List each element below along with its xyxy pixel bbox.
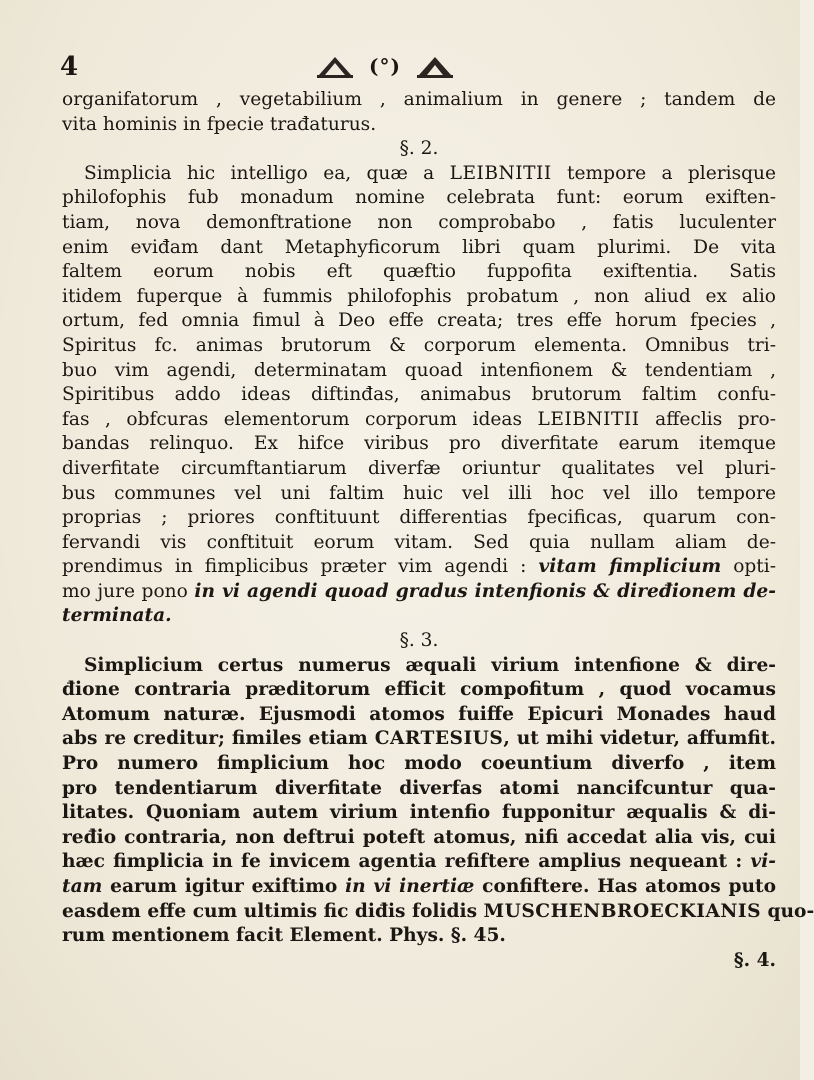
text-line: Atomum naturæ. Ejusmodi atomos fuiffe Epicuri Monades haud bbox=[62, 703, 776, 725]
text-line: diverfitate circumftantiarum diverfæ oriuntur qualitates vel pluri- bbox=[62, 457, 776, 479]
text-line: Pro numero fimplicium hoc modo coeuntium diverfo , item bbox=[62, 753, 776, 775]
text-line: organifatorum , vegetabilium , animalium in genere ; tandem de bbox=[62, 89, 776, 110]
page-header bbox=[60, 50, 760, 84]
catchword: §. 4. bbox=[733, 949, 776, 971]
text-line: đione contraria præditorum efficit compofitum , quod vocamus bbox=[62, 679, 776, 701]
text-line: pro tendentiarum diverfitate diverfas atomi nancifcuntur qua- bbox=[62, 777, 776, 799]
text-line: litates. Quoniam autem virium intenfio fupponitur æqualis & di- bbox=[62, 802, 776, 824]
text-line: ređio contraria, non deftrui poteft atomus, nifi accedat alia vis, cui bbox=[62, 826, 776, 848]
text-line: fas , obfcuras elementorum corporum ideas LEIBNITII affeclis pro- bbox=[62, 408, 776, 430]
fleuron-left-icon bbox=[315, 53, 355, 79]
text-line: itidem fuperque à fummis philofophis probatum , non aliud ex alio bbox=[62, 285, 776, 307]
page-number: 4 bbox=[60, 52, 79, 82]
text-line: tam earum igitur exiftimo in vi inertiæ confiftere. Has atomos puto bbox=[62, 876, 776, 897]
text-line: easdem effe cum ultimis fic diđis folidis MUSCHENBROECKIANIS quo- bbox=[62, 900, 814, 922]
text-line: hæc fimplicia in fe invicem agentia refiftere amplius nequeant : vi- bbox=[62, 851, 776, 873]
text-line: buo vim agendi, determinatam quoad intenfionem & tendentiam , bbox=[62, 359, 776, 381]
section-heading: §. 3. bbox=[399, 630, 439, 652]
text-line: abs re creditur; fimiles etiam CARTESIUS, ut mihi videtur, affumfit. bbox=[62, 728, 776, 750]
text-line: Spiritibus addo ideas diftinđas, animabus brutorum faltim confu- bbox=[62, 384, 776, 406]
text-line: vita hominis in fpecie trađaturus. bbox=[62, 113, 377, 135]
text-line: rum mentionem facit Element. Phys. §. 45. bbox=[62, 925, 506, 947]
fleuron-right-icon bbox=[415, 53, 455, 79]
text-line: fervandi vis conftituit eorum vitam. Sed quia nullam aliam de- bbox=[62, 531, 776, 553]
text-line: prendimus in fimplicibus præter vim agendi : vitam fimplicium opti- bbox=[62, 556, 777, 578]
text-line: Simplicium certus numerus æquali virium intenfione & dire- bbox=[84, 654, 776, 676]
text-line: mo jure pono in vi agendi quoad gradus intenfionis & diređionem de- bbox=[62, 580, 776, 602]
section-heading: §. 2. bbox=[399, 138, 439, 160]
text-line: Spiritus fc. animas brutorum & corporum elementa. Omnibus tri- bbox=[62, 334, 776, 356]
text-line: bus communes vel uni faltim huic vel illi hoc vel illo tempore bbox=[62, 482, 776, 504]
text-line: enim eviđam dant Metaphyficorum libri quam plurimi. De vita bbox=[62, 236, 776, 258]
header-ornament bbox=[315, 50, 575, 82]
text-line: proprias ; priores conftituunt differentias fpecificas, quarum con- bbox=[62, 507, 776, 529]
text-line: terminata. bbox=[62, 605, 172, 627]
text-line: faltem eorum nobis eft quæftio fuppofita exiftentia. Satis bbox=[62, 261, 776, 283]
text-line: philofophis fub monadum nomine celebrata funt: eorum exiften- bbox=[62, 187, 776, 209]
text-line: bandas relinquo. Ex hifce viribus pro diverfitate earum itemque bbox=[62, 433, 776, 455]
text-line: ortum, fed omnia fimul à Deo effe creata; tres effe horum fpecies , bbox=[62, 310, 776, 332]
ornament-center: (°) bbox=[369, 54, 401, 78]
text-line: Simplicia hic intelligo ea, quæ a LEIBNITII tempore a plerisque bbox=[84, 162, 776, 184]
body-text bbox=[62, 88, 814, 973]
text-line: tiam, nova demonftratione non comprobabo , fatis luculenter bbox=[62, 211, 776, 233]
